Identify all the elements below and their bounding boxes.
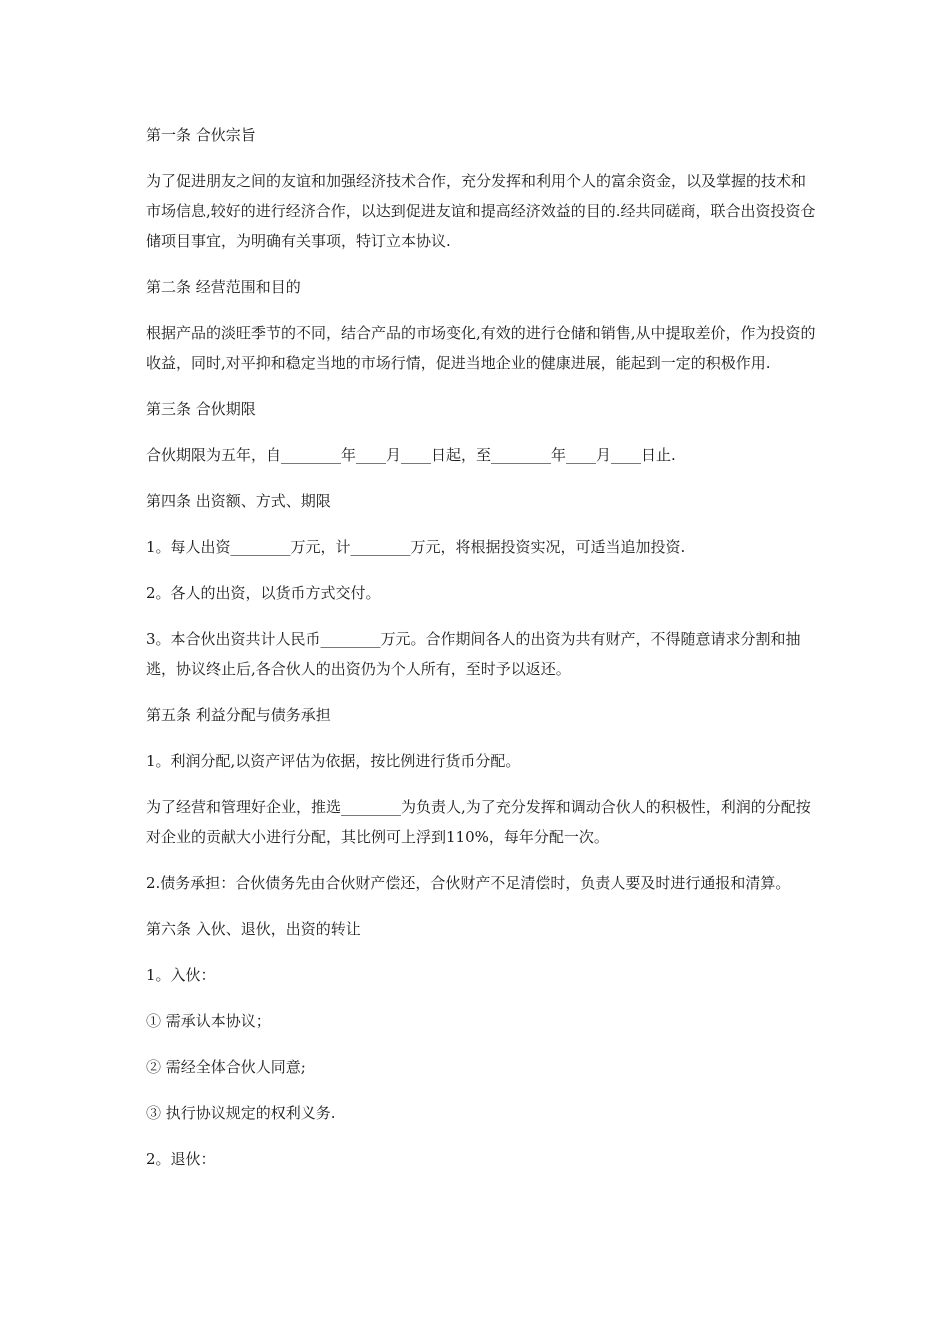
article-2-body: 根据产品的淡旺季节的不同，结合产品的市场变化,有效的进行仓储和销售,从中提取差价，作为投资的收益，同时,对平抑和稳定当地的市场行情，促进当地企业的健康进展，能起到一定的积极作用.: [146, 324, 816, 372]
article-4-item-2: 2。各人的出资，以货币方式交付。: [146, 584, 381, 602]
article-6-subitem-2: ② 需经全体合伙人同意;: [146, 1058, 306, 1076]
article-6-subitem-3: ③ 执行协议规定的权利义务.: [146, 1104, 336, 1122]
article-3-heading: 第三条 合伙期限: [146, 400, 256, 418]
article-6-heading: 第六条 入伙、退伙，出资的转让: [146, 920, 361, 938]
article-5-item-2: 2.债务承担：合伙债务先由合伙财产偿还，合伙财产不足清偿时，负责人要及时进行通报和清算。: [146, 874, 791, 892]
article-4-item-3: 3。本合伙出资共计人民币________万元。合作期间各人的出资为共有财产，不得随意请求分割和抽逃，协议终止后,各合伙人的出资仍为个人所有，至时予以返还。: [146, 630, 801, 678]
article-6-item-2: 2。退伙：: [146, 1150, 216, 1168]
article-5-body: 为了经营和管理好企业，推选________为负责人,为了充分发挥和调动合伙人的积极性，利润的分配按对企业的贡献大小进行分配，其比例可上浮到110%，每年分配一次。: [146, 798, 811, 846]
article-6-item-1: 1。入伙：: [146, 966, 216, 984]
article-4-heading: 第四条 出资额、方式、期限: [146, 492, 331, 510]
article-2-heading: 第二条 经营范围和目的: [146, 278, 301, 296]
article-4-item-1: 1。每人出资________万元，计________万元，将根据投资实况，可适当追加投资.: [146, 538, 686, 556]
article-1-heading: 第一条 合伙宗旨: [146, 126, 256, 144]
document-page: [146, 120, 816, 1190]
article-1-body: 为了促进朋友之间的友谊和加强经济技术合作，充分发挥和利用个人的富余资金，以及掌握的技术和市场信息,较好的进行经济合作，以达到促进友谊和提高经济效益的目的.经共同磋商，联合出资投资仓储项目事宜，为明确有关事项，特订立本协议.: [146, 172, 816, 250]
article-6-subitem-1: ① 需承认本协议；: [146, 1012, 271, 1030]
article-5-item-1: 1。利润分配,以资产评估为依据，按比例进行货币分配。: [146, 752, 521, 770]
article-5-heading: 第五条 利益分配与债务承担: [146, 706, 331, 724]
article-3-body: 合伙期限为五年，自________年____月____日起，至________年____月____日止.: [146, 446, 676, 464]
